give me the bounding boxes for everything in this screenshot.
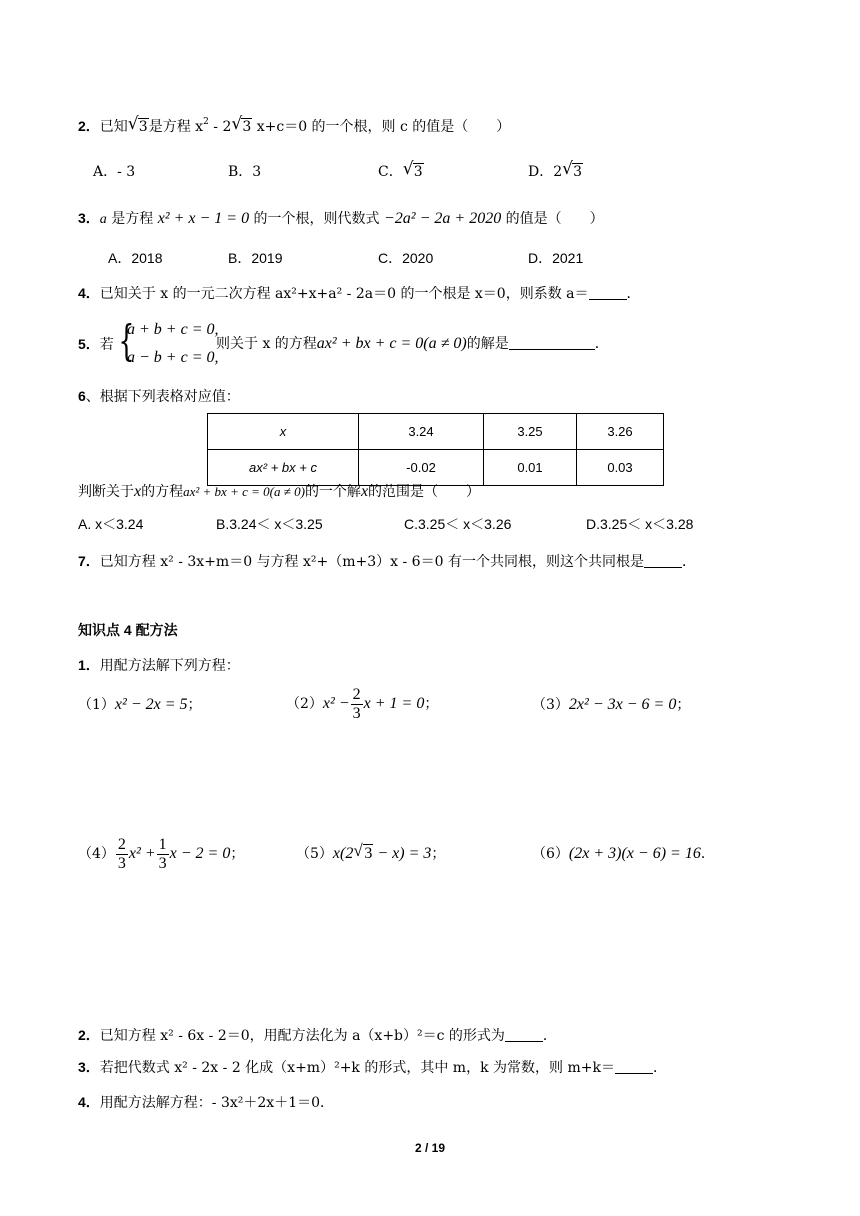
section-question-4 (78, 1092, 334, 1113)
question-text: x+c＝0 的一个根，则 c 的值是（ ） (252, 119, 511, 135)
question-4: 4．已知关于 x 的一元二次方程 ax²+x+a² - 2a＝0 的一个根是 x＝0，则系数 a＝ ． (78, 285, 641, 302)
answer-blank[interactable] (509, 335, 595, 350)
question-text: 则关于 x 的方程 (216, 336, 317, 352)
table-cell: 3.24 (359, 414, 484, 450)
option-b: B.3.24＜ x＜3.25 (216, 516, 323, 532)
sqrt-expression: √ 3 (231, 114, 252, 135)
option-d: D．2 √ 3 (528, 159, 583, 180)
option-a: A．2018 (108, 250, 163, 266)
question-number: 4． (78, 1094, 100, 1110)
question-text: 的一个解 (304, 484, 361, 500)
table-header-cell: x (208, 414, 359, 450)
table-cell: 3.26 (577, 414, 664, 450)
option-b: B．2019 (228, 250, 283, 266)
question-text: - 2 (208, 119, 232, 135)
question-6 (78, 386, 240, 407)
question-text: 的解是 (466, 336, 509, 352)
question-number: 3． (78, 210, 100, 226)
option-d: D.3.25＜ x＜3.28 (586, 516, 694, 532)
problem-2: （2）x² − $\frac{2}{3}$ x + 1 = 0； (286, 685, 439, 722)
answer-blank[interactable] (615, 1059, 653, 1074)
question-5-body: 则关于 x 的方程ax² + bx + c = 0(a ≠ 0)的解是 ． (216, 335, 609, 352)
option-b: B．3 (228, 164, 262, 180)
system-brace: { (118, 316, 135, 365)
question-number: 5． (78, 336, 100, 352)
answer-blank[interactable] (644, 553, 682, 568)
question-number: 4． (78, 285, 100, 301)
question-number: 2． (78, 118, 100, 134)
question-text: 判断关于 (78, 484, 134, 500)
question-text: 的一个根，则代数式 (249, 211, 384, 227)
question-number: 1． (78, 657, 100, 673)
problem-5: （5）x(2 √ 3 − x) = 3； (296, 841, 446, 862)
value-table (207, 413, 664, 486)
system-line-1: a + b + c = 0, (127, 321, 219, 338)
question-number: 6 (78, 388, 86, 404)
question-text: 已知方程 x² - 6x - 2＝0，用配方法化为 a（x+b）²＝c 的形式为 (99, 1028, 505, 1044)
table-cell: 0.01 (484, 450, 577, 486)
question-text: 用配方法解下列方程： (99, 658, 240, 674)
page-number: 2 / 19 (414, 1141, 446, 1155)
answer-blank[interactable] (505, 1027, 543, 1042)
question-5-prefix (78, 334, 114, 355)
question-number: 2． (78, 1027, 100, 1043)
question-text: 的范围是（ ） (368, 484, 481, 500)
expression: −2a² − 2a + 2020 (384, 210, 502, 227)
section-heading: 知识点 4 配方法 (78, 622, 178, 638)
equation: ax² + bx + c = 0(a ≠ 0) (316, 335, 467, 352)
question-3 (78, 208, 604, 230)
equation: x² + x − 1 = 0 (157, 210, 250, 227)
question-number: 7． (78, 553, 100, 569)
table-cell: 0.03 (577, 450, 664, 486)
problem-6: （6）(2x + 3)(x − 6) = 16． (532, 845, 715, 862)
problem-4: （4） $\frac{2}{3}$ x² + $\frac{1}{3}$ x − 2 = 0； (78, 835, 245, 872)
question-number: 3． (78, 1059, 100, 1075)
question-var: x (360, 483, 369, 500)
option-c: C． √ 3 (378, 159, 423, 180)
question-text: 已知方程 x² - 3x+m＝0 与方程 x²+（m+3）x - 6＝0 有一个共同根，则这个共同根是 (99, 554, 644, 570)
question-text: 的方程 (141, 484, 184, 500)
sqrt-expression: √ 3 (127, 114, 148, 135)
question-2: 2．已知 √ 3是方程 $x^2 - 2$ √ 3 x+c＝0 的一个根，则 c 的值是（ ） (78, 114, 511, 135)
question-text: 已知关于 x 的一元二次方程 ax²+x+a² - 2a＝0 的一个根是 x＝0，则系数 a＝ (99, 286, 589, 302)
question-text: 若 (99, 337, 114, 353)
option-a: A．- 3 (93, 164, 136, 180)
question-text: 的值是（ ） (501, 211, 604, 227)
option-d: D．2021 (528, 250, 584, 266)
question-text: 用配方法解方程：- 3x²＋2x＋1＝0． (99, 1095, 335, 1111)
system-line-2: a − b + c = 0, (127, 349, 219, 366)
table-header-cell: ax² + bx + c (208, 450, 359, 486)
problem-3: （3）2x² − 3x − 6 = 0； (532, 696, 691, 713)
question-var: x (134, 483, 142, 500)
answer-blank[interactable] (589, 285, 627, 300)
question-text: 是方程 (106, 211, 158, 227)
question-6-judge (78, 482, 480, 502)
table-cell: 3.25 (484, 414, 577, 450)
question-7: 7．已知方程 x² - 3x+m＝0 与方程 x²+（m+3）x - 6＝0 有一个共同根，则这个共同根是 ． (78, 553, 696, 570)
section-question-2: 2．已知方程 x² - 6x - 2＝0，用配方法化为 a（x+b）²＝c 的形式为 ． (78, 1027, 557, 1044)
table-row (208, 450, 664, 486)
section-question-1 (78, 655, 240, 676)
table-cell: -0.02 (359, 450, 484, 486)
question-var: a (99, 212, 107, 227)
table-row (208, 414, 664, 450)
question-text: 已知 (99, 119, 128, 135)
option-c: C.3.25＜ x＜3.26 (404, 516, 512, 532)
question-text: 、根据下列表格对应值： (85, 389, 240, 405)
question-text: 若把代数式 x² - 2x - 2 化成（x+m）²+k 的形式，其中 m，k 为常数，则 m+k＝ (99, 1060, 615, 1076)
option-c: C．2020 (378, 250, 434, 266)
option-a: A. x＜3.24 (78, 516, 144, 532)
problem-1: （1）x² − 2x = 5； (78, 696, 202, 713)
question-text: 是方程 x (148, 119, 204, 135)
section-question-3: 3．若把代数式 x² - 2x - 2 化成（x+m）²+k 的形式，其中 m，k 为常数，则 m+k＝ ． (78, 1059, 667, 1076)
equation: ax² + bx + c = 0(a ≠ 0) (183, 484, 305, 499)
